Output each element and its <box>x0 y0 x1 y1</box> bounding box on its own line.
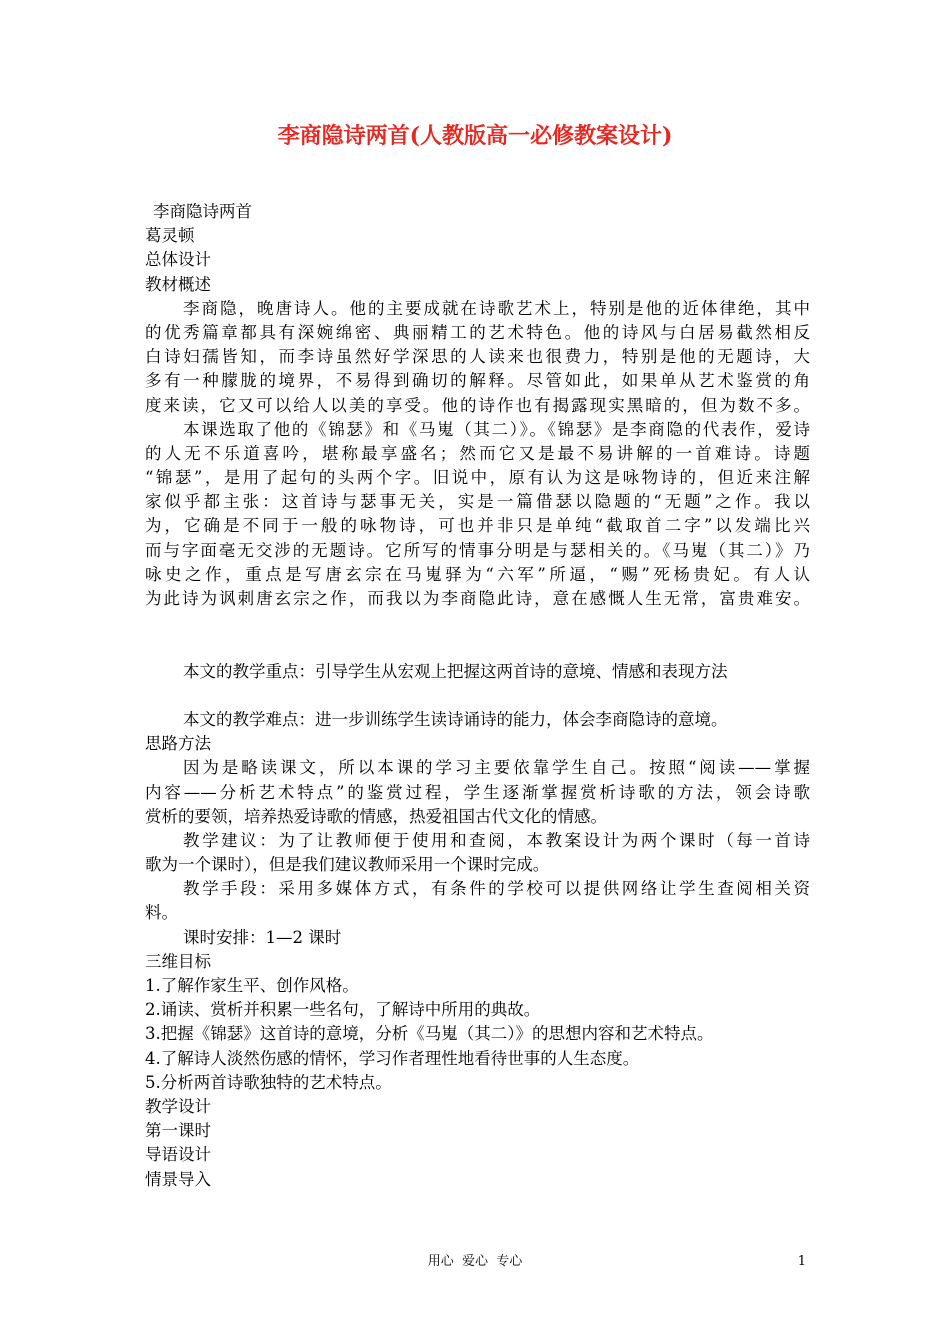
text-line: 内容——分析艺术特点”的鉴赏过程，学生逐渐掌握赏析诗歌的方法，领会诗歌 <box>145 782 810 802</box>
footer-slogan: 用心 爱心 专心 <box>427 1254 523 1269</box>
text-line: 李商隐，晚唐诗人。他的主要成就在诗歌艺术上，特别是他的近体律绝，其中 <box>183 298 810 318</box>
text-line: 多有一种朦胧的境界，不易得到确切的解释。尽管如此，如果单从艺术鉴赏的角 <box>145 371 810 391</box>
text-line: 的优秀篇章都具有深婉绵密、典丽精工的艺术特色。他的诗风与白居易截然相反 <box>145 322 810 342</box>
blank-line <box>145 684 810 708</box>
text-line: 情景导入 <box>145 1169 211 1189</box>
text-line: “锦瑟”，是用了起句的头两个字。旧说中，原有认为这是咏物诗的，但近来注解 <box>145 468 810 488</box>
text-line: 的人无不乐道喜吟，堪称最享盛名；然而它又是最不易讲解的一首难诗。诗题 <box>145 443 810 463</box>
text-line: 课时安排：1—2 课时 <box>183 927 342 947</box>
text-line: 本文的教学难点：进一步训练学生读诗诵诗的能力，体会李商隐诗的意境。 <box>183 709 728 729</box>
blank-line <box>145 611 810 635</box>
text-line: 教学设计 <box>145 1096 211 1116</box>
text-line: 2.诵读、赏析并积累一些名句，了解诗中所用的典故。 <box>145 1000 541 1020</box>
text-line: 而与字面毫无交涉的无题诗。它所写的情事分明是与瑟相关的。《马嵬（其二）》乃 <box>145 540 810 560</box>
text-line: 5.分析两首诗歌独特的艺术特点。 <box>145 1072 392 1092</box>
text-line: 本文的教学重点：引导学生从宏观上把握这两首诗的意境、情感和表现方法 <box>183 661 728 681</box>
text-line: 咏史之作，重点是写唐玄宗在马嵬驿为“六军”所逼，“赐”死杨贵妃。有人认 <box>145 564 810 584</box>
text-line: 教学建议：为了让教师便于使用和查阅，本教案设计为两个课时（每一首诗 <box>183 830 810 850</box>
text-line: 为此诗为讽刺唐玄宗之作，而我以为李商隐此诗，意在感慨人生无常，富贵难安。 <box>145 589 810 608</box>
text-line: 度来读，它又可以给人以美的享受。他的诗作也有揭露现实黑暗的，但为数不多。 <box>145 395 810 415</box>
text-line: 歌为一个课时），但是我们建议教师采用一个课时完成。 <box>145 855 550 875</box>
text-line: 赏析的要领，培养热爱诗歌的情感，热爱祖国古代文化的情感。 <box>145 806 607 826</box>
text-line: 1.了解作家生平、创作风格。 <box>145 976 359 995</box>
text-line: 三维目标 <box>145 951 211 971</box>
text-line: 4.了解诗人淡然伤感的情怀，学习作者理性地看待世事的人生态度。 <box>145 1048 640 1068</box>
document-title: 李商隐诗两首(人教版高一必修教案设计) <box>277 123 673 149</box>
document-body <box>145 200 810 1192</box>
text-line: 导语设计 <box>145 1145 211 1165</box>
text-line: 白诗妇孺皆知，而李诗虽然好学深思的人读来也很费力，特别是他的无题诗，大 <box>145 347 810 367</box>
text-line: 第一课时 <box>145 1121 211 1141</box>
text-line: 教材概述 <box>145 274 211 294</box>
text-line: 葛灵顿 <box>145 226 195 246</box>
text-line: 思路方法 <box>145 734 211 754</box>
text-line: 教学手段：采用多媒体方式，有条件的学校可以提供网络让学生查阅相关资 <box>183 879 810 899</box>
text-line: 3.把握《锦瑟》这首诗的意境，分析《马嵬（其二）》的思想内容和艺术特点。 <box>145 1024 714 1044</box>
text-line: 总体设计 <box>145 250 211 270</box>
text-line: 料。 <box>145 903 178 923</box>
text-line: 家似乎都主张：这首诗与瑟事无关，实是一篇借瑟以隐题的“无题”之作。我以 <box>145 492 810 512</box>
text-line: 本课选取了他的《锦瑟》和《马嵬（其二）》。《锦瑟》是李商隐的代表作，爱诗 <box>183 419 810 439</box>
text-line: 为，它确是不同于一般的咏物诗，可也并非只是单纯“截取首二字”以发端比兴 <box>145 516 810 536</box>
text-line: 李商隐诗两首 <box>153 202 252 221</box>
blank-line <box>145 635 810 659</box>
text-line: 因为是略读课文，所以本课的学习主要依靠学生自己。按照“阅读——掌握 <box>183 758 810 778</box>
page-number: 1 <box>797 1254 806 1269</box>
